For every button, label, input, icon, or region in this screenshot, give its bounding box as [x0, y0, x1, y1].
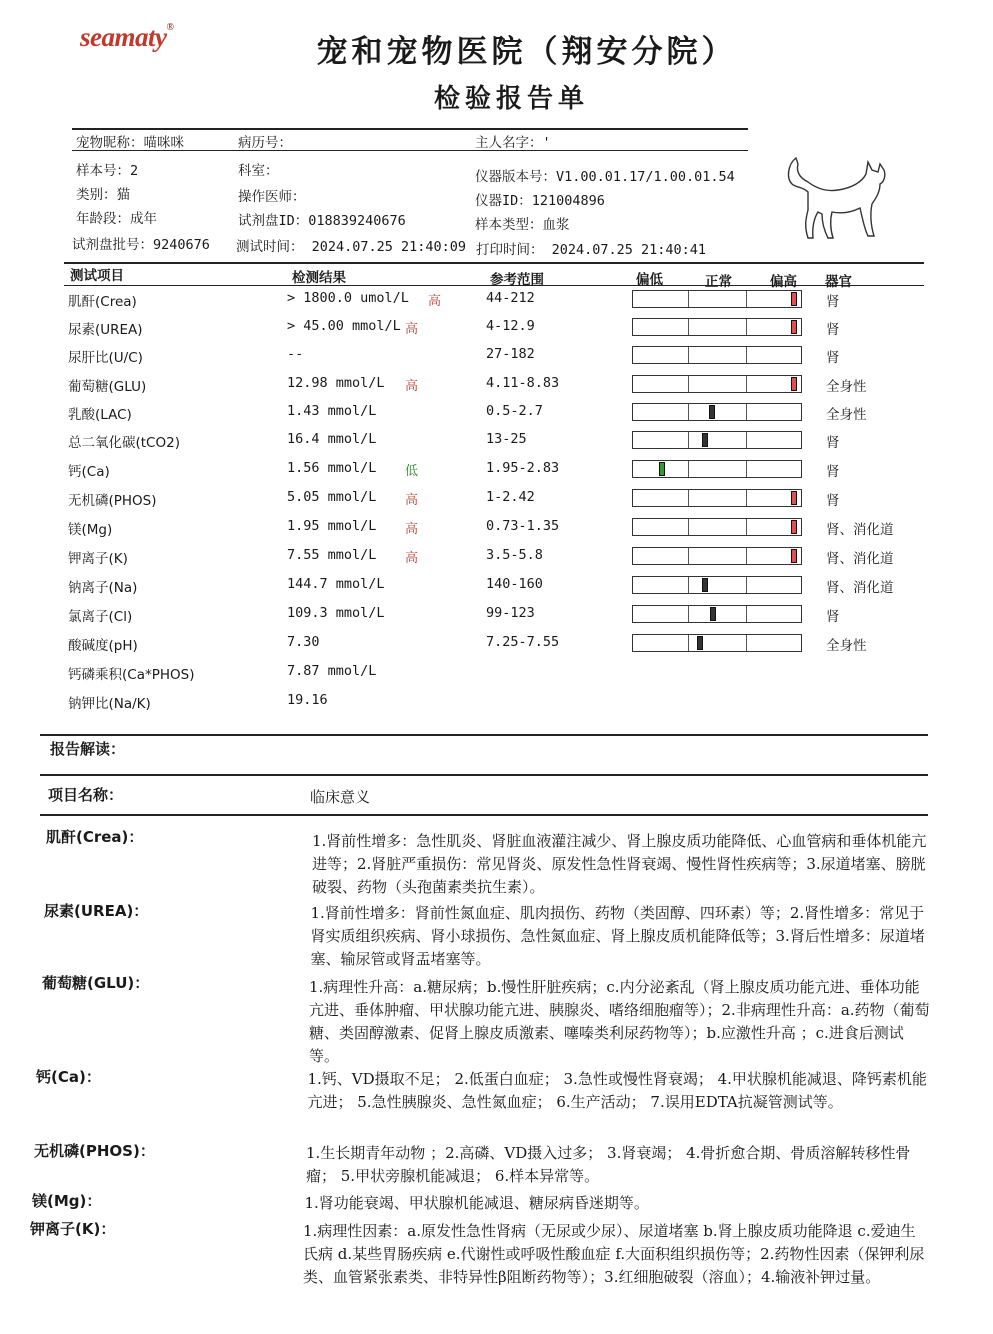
interpretation-item-name: 无机磷(PHOS)：: [34, 1142, 155, 1160]
pet-name: 宠物昵称：喵咪咪: [76, 135, 184, 151]
table-row: [0, 663, 993, 691]
test-item-name: 钙(Ca): [68, 464, 110, 480]
table-row: [0, 403, 993, 431]
test-result-value: 1.56 mmol/L: [287, 460, 377, 476]
range-indicator-bar: [632, 489, 802, 507]
organ-label: 肾、消化道: [826, 522, 894, 538]
range-segment-divider: [633, 577, 747, 593]
organ-label: 肾: [826, 294, 840, 310]
interpretation-text: 1.肾前性增多：肾前性氮血症、肌肉损伤、药物（类固醇、四环素）等；2.肾性增多：常见于肾实质组织疾病、肾小球损伤、急性氮血症、肾上腺皮质机能降低等；3.肾后性增多：尿道堵塞、输尿管或肾盂堵塞等。: [310, 904, 925, 968]
test-item-name: 钾离子(K): [68, 551, 128, 567]
sample-number: 样本号：2: [76, 163, 139, 179]
test-item-name: 总二氧化碳(tCO2): [68, 435, 180, 451]
interpretation-text: 1.病理性升高：a.糖尿病；b.慢性肝脏疾病；c.内分泌紊乱（肾上腺皮质功能亢进、垂体功能亢进、垂体肿瘤、甲状腺功能亢进、胰腺炎、嗜络细胞瘤等）；2.非病理性升高：a.药物（葡萄糖、类固醇激素、促肾上腺皮质激素、噻嗪类利尿药物等）；b.应激性升高 ；c.进食后测试等。: [309, 978, 930, 1065]
reference-range: 27-182: [486, 346, 535, 362]
result-flag: 高: [405, 522, 419, 537]
record-number: 病历号：: [238, 135, 292, 151]
reference-range: 44-212: [486, 290, 535, 306]
table-row: [0, 489, 993, 517]
col-reference: 参考范围: [490, 272, 544, 288]
test-result-value: 19.16: [287, 692, 328, 708]
range-indicator-bar: [632, 346, 802, 364]
col-organ: 器官: [825, 274, 852, 290]
interpretation-item-name: 葡萄糖(GLU)：: [42, 974, 150, 992]
test-result-value: > 45.00 mmol/L: [287, 318, 401, 334]
hospital-title: 宠和宠物医院（翔安分院）: [316, 34, 737, 70]
table-row: [0, 346, 993, 374]
organ-label: 全身性: [826, 379, 867, 395]
test-item-name: 钠钾比(Na/K): [68, 696, 151, 712]
result-flag: 高: [428, 294, 442, 309]
reagent-disc-id: 试剂盘ID：018839240676: [238, 213, 406, 229]
reference-range: 4-12.9: [486, 318, 535, 334]
range-indicator-bar: [632, 634, 802, 652]
test-item-name: 无机磷(PHOS): [68, 493, 157, 509]
range-segment-divider: [633, 461, 747, 477]
reference-range: 140-160: [486, 576, 543, 592]
test-item-name: 钙磷乘积(Ca*PHOS): [68, 667, 195, 683]
range-segment-divider: [633, 606, 747, 622]
interpretation-item-name: 镁(Mg)：: [32, 1192, 102, 1210]
range-segment-divider: [633, 635, 747, 651]
test-result-value: 144.7 mmol/L: [287, 576, 385, 592]
organ-label: 肾、消化道: [826, 551, 894, 567]
test-time: 测试时间： 2024.07.25 21:40:09: [236, 239, 467, 255]
range-indicator-bar: [632, 605, 802, 623]
organ-label: 肾: [826, 464, 840, 480]
test-result-value: > 1800.0 umol/L: [287, 290, 409, 306]
table-row: [0, 634, 993, 662]
range-indicator-bar: [632, 375, 802, 393]
reference-range: 0.73-1.35: [486, 518, 560, 534]
level-marker: [791, 520, 797, 534]
result-flag: 高: [405, 493, 419, 508]
report-divider-3: [40, 814, 928, 816]
report-divider-2: [40, 774, 928, 776]
info-top-divider: [72, 128, 748, 130]
test-item-name: 肌酐(Crea): [68, 294, 137, 310]
instrument-version: 仪器版本号：V1.00.01.17/1.00.01.54: [475, 169, 735, 185]
range-indicator-bar: [632, 318, 802, 336]
result-flag: 高: [405, 322, 419, 337]
level-marker: [791, 491, 797, 505]
level-marker: [702, 578, 708, 592]
interpretation-item-name: 尿素(UREA)：: [44, 902, 149, 920]
level-marker: [791, 320, 797, 334]
organ-label: 肾: [826, 322, 840, 338]
test-item-name: 钠离子(Na): [68, 580, 138, 596]
organ-label: 肾: [826, 350, 840, 366]
range-segment-divider: [633, 519, 747, 535]
col-high: 偏高: [770, 274, 797, 290]
reference-range: 1.95-2.83: [486, 460, 560, 476]
table-row: [0, 518, 993, 546]
reference-range: 1-2.42: [486, 489, 535, 505]
reference-range: 0.5-2.7: [486, 403, 543, 419]
range-segment-divider: [633, 347, 747, 363]
range-indicator-bar: [632, 290, 802, 308]
table-row: [0, 576, 993, 604]
range-indicator-bar: [632, 518, 802, 536]
range-indicator-bar: [632, 576, 802, 594]
cat-icon: [782, 152, 892, 244]
range-segment-divider: [633, 432, 747, 448]
level-marker: [697, 636, 703, 650]
table-row: [0, 375, 993, 403]
interpretation-text: 1.生长期青年动物 ；2.高磷、VD摄入过多； 3.肾衰竭； 4.骨折愈合期、骨质溶解转移性骨瘤； 5.甲状旁腺机能减退； 6.样本异常等。: [306, 1144, 911, 1185]
reference-range: 3.5-5.8: [486, 547, 543, 563]
table-row: [0, 318, 993, 346]
col-low: 偏低: [636, 272, 663, 288]
brand-logo: seamaty®: [80, 22, 174, 52]
test-result-value: 1.95 mmol/L: [287, 518, 377, 534]
test-item-name: 氯离子(Cl): [68, 609, 133, 625]
col-normal: 正常: [705, 274, 732, 290]
item-name-label: 项目名称：: [48, 786, 124, 804]
report-title: 检验报告单: [433, 84, 589, 114]
range-segment-divider: [633, 548, 747, 564]
test-item-name: 镁(Mg): [68, 522, 113, 538]
reference-range: 7.25-7.55: [486, 634, 560, 650]
interpretation-text: 1.钙、VD摄取不足； 2.低蛋白血症； 3.急性或慢性肾衰竭； 4.甲状腺机能减退、降钙素机能亢进； 5.急性胰腺炎、急性氮血症； 6.生产活动； 7.误用EDTA抗凝管测试等。: [307, 1070, 927, 1111]
operator: 操作医师：: [238, 189, 306, 205]
level-marker: [791, 292, 797, 306]
test-item-name: 酸碱度(pH): [68, 638, 138, 654]
test-result-value: 5.05 mmol/L: [287, 489, 377, 505]
report-divider-1: [40, 734, 928, 736]
interpretation-item-name: 肌酐(Crea)：: [46, 828, 144, 846]
interpretation-text: 1.病理性因素：a.原发性急性肾病（无尿或少尿）、尿道堵塞 b.肾上腺皮质功能降退 c.爱迪生氏病 d.某些胃肠疾病 e.代谢性或呼吸性酸血症 f.大面积组织损伤等；2.药物性因素（保钾利尿类、血管紧张素类、非特异性β阻断药物等）；3.红细胞破裂（溶血）；4.输液补钾过量。: [303, 1222, 925, 1286]
organ-label: 全身性: [826, 638, 867, 654]
level-marker: [702, 433, 708, 447]
range-indicator-bar: [632, 431, 802, 449]
category: 类别：猫: [76, 187, 130, 203]
level-marker: [709, 405, 715, 419]
interpretation-item-name: 钾离子(K)：: [30, 1220, 116, 1238]
table-row: [0, 692, 993, 720]
result-flag: 高: [405, 379, 419, 394]
organ-label: 肾: [826, 435, 840, 451]
table-row: [0, 547, 993, 575]
col-result: 检测结果: [292, 270, 346, 286]
range-indicator-bar: [632, 547, 802, 565]
organ-label: 肾: [826, 609, 840, 625]
interpretation-label: 报告解读：: [50, 740, 126, 758]
table-row: [0, 290, 993, 318]
level-marker: [791, 549, 797, 563]
table-top-divider: [64, 262, 924, 264]
test-item-name: 葡萄糖(GLU): [68, 379, 147, 395]
test-result-value: 7.55 mmol/L: [287, 547, 377, 563]
test-result-value: 7.30: [287, 634, 320, 650]
test-result-value: --: [287, 346, 304, 362]
test-result-value: 12.98 mmol/L: [287, 375, 385, 391]
test-result-value: 109.3 mmol/L: [287, 605, 385, 621]
table-row: [0, 460, 993, 488]
organ-label: 肾: [826, 493, 840, 509]
range-segment-divider: [633, 291, 747, 307]
interpretation-item-name: 钙(Ca)：: [36, 1068, 101, 1086]
clinical-meaning-label: 临床意义: [310, 788, 371, 806]
age-group: 年龄段：成年: [76, 211, 157, 227]
test-item-name: 乳酸(LAC): [68, 407, 132, 423]
test-result-value: 7.87 mmol/L: [287, 663, 377, 679]
range-segment-divider: [633, 376, 747, 392]
test-item-name: 尿肝比(U/C): [68, 350, 143, 366]
level-marker: [710, 607, 716, 621]
reference-range: 99-123: [486, 605, 535, 621]
organ-label: 全身性: [826, 407, 867, 423]
print-time: 打印时间： 2024.07.25 21:40:41: [476, 242, 707, 258]
test-result-value: 1.43 mmol/L: [287, 403, 377, 419]
department: 科室：: [238, 163, 279, 179]
range-indicator-bar: [632, 460, 802, 478]
instrument-id: 仪器ID：121004896: [475, 193, 605, 209]
interpretation-text: 1.肾前性增多：急性肌炎、肾脏血液灌注减少、肾上腺皮质功能降低、心血管病和垂体机能亢进等；2.肾脏严重损伤：常见肾炎、原发性急性肾衰竭、慢性肾性疾病等；3.尿道堵塞、膀胱破裂、药物（头孢菌素类抗生素）。: [312, 832, 927, 896]
table-row: [0, 431, 993, 459]
reference-range: 4.11-8.83: [486, 375, 560, 391]
reference-range: 13-25: [486, 431, 527, 447]
range-segment-divider: [633, 404, 747, 420]
col-test-item: 测试项目: [70, 268, 124, 284]
result-flag: 低: [405, 464, 419, 479]
level-marker: [791, 377, 797, 391]
range-indicator-bar: [632, 403, 802, 421]
range-segment-divider: [633, 319, 747, 335]
interpretation-text: 1.肾功能衰竭、甲状腺机能减退、糖尿病昏迷期等。: [304, 1194, 649, 1212]
level-marker: [659, 462, 665, 476]
owner-name: 主人名字：': [475, 135, 551, 151]
sample-type: 样本类型：血浆: [475, 217, 570, 233]
result-flag: 高: [405, 551, 419, 566]
range-segment-divider: [633, 490, 747, 506]
table-row: [0, 605, 993, 633]
reagent-batch: 试剂盘批号：9240676: [72, 237, 210, 253]
test-result-value: 16.4 mmol/L: [287, 431, 377, 447]
test-item-name: 尿素(UREA): [68, 322, 143, 338]
organ-label: 肾、消化道: [826, 580, 894, 596]
